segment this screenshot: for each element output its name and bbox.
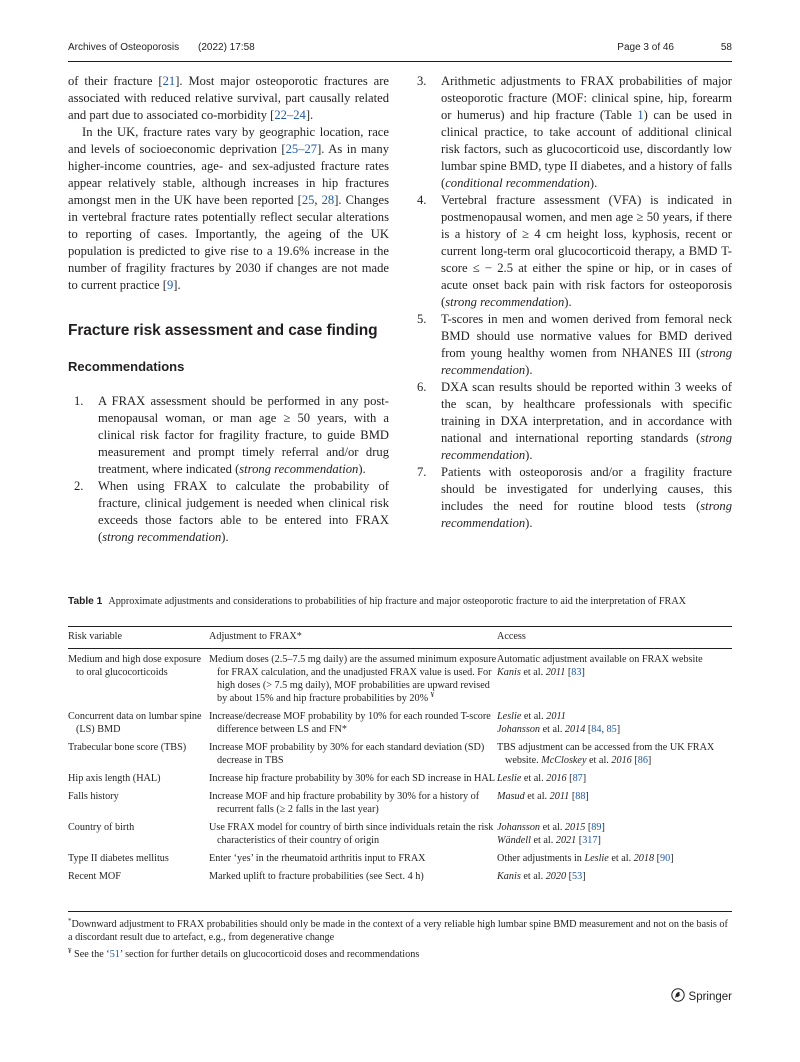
author-name: Leslie <box>497 711 522 722</box>
table-caption <box>68 595 732 608</box>
cell-text: [ <box>569 791 576 802</box>
table-row <box>68 653 732 710</box>
access-cell <box>497 790 732 821</box>
citation-link[interactable]: 90 <box>660 853 671 864</box>
text-run: In the UK, fracture rates vary by geographic location, race and levels of socioeconomic deprivation [ <box>68 125 389 156</box>
recommendation-item <box>68 478 389 546</box>
text-run: ]. Changes in vertebral fracture rates potentially reflect secular alterations to reporting of cases. Importantly, the ageing of the UK population is predicted to give rise to a 19.6% increase in the number of fragility fractures by 2030 if changes are not made to current practice [ <box>68 193 389 292</box>
publisher-logo <box>671 988 732 1005</box>
article-citation: (2022) 17:58 <box>198 42 255 53</box>
recommendation-grade: strong recommendation <box>441 431 732 462</box>
table-row <box>68 852 732 870</box>
item-number: 2. <box>74 479 84 493</box>
table-row <box>68 821 732 852</box>
table-header-row <box>68 630 732 653</box>
cell-text: [ <box>565 667 572 678</box>
citation-link[interactable]: 22–24 <box>274 108 306 122</box>
citation-link[interactable]: 84 <box>591 724 602 735</box>
page-number: 58 <box>720 42 732 53</box>
year: 2011 <box>546 711 566 722</box>
cell-text: ] <box>647 755 652 766</box>
footnote-text: Downward adjustment to FRAX probabilities should only be made in the context of a very reliable high lumbar spine BMD measurement and not on the basis of a discordant result due to artefact, e.g., from degenerative change <box>68 919 728 943</box>
table-footnote-yen <box>68 948 732 961</box>
cell-text: [ <box>585 822 592 833</box>
citation-link[interactable]: 317 <box>582 835 598 846</box>
section-link[interactable]: 51 <box>109 949 120 960</box>
item-text: Patients with osteoporosis and/or a fragility fracture should be investigated for underlying causes, this includes the need for routine blood tests ( <box>441 465 732 513</box>
adjustment-cell <box>209 653 497 710</box>
cell-text: ] <box>616 724 621 735</box>
citation-link[interactable]: 85 <box>606 724 617 735</box>
cell-text: Medium and high dose exposure to oral glucocorticoids <box>68 654 201 678</box>
recommendation-item <box>411 464 732 532</box>
table-link[interactable]: 1 <box>637 108 644 122</box>
cell-text: Hip axis length (HAL) <box>68 773 161 784</box>
citation-link[interactable]: 86 <box>637 755 648 766</box>
recommendation-grade: strong recommendation <box>239 462 359 476</box>
cell-text: ] <box>581 667 585 678</box>
cell-text: TBS adjustment can be accessed from the UK FRAX website. <box>497 742 715 766</box>
cell-text: et al. <box>530 835 556 846</box>
item-text: T-scores in men and women derived from femoral neck BMD should use normative values for BMD derived from young healthy women from NHANES III ( <box>441 312 732 360</box>
column-header: Adjustment to FRAX* <box>209 631 302 642</box>
adjustment-cell <box>209 710 497 741</box>
cell-text: et al. <box>608 853 634 864</box>
footnote-marker: * <box>68 917 72 925</box>
recommendations-list-left <box>68 393 389 546</box>
recommendation-item <box>68 393 389 478</box>
recommendation-item <box>411 311 732 379</box>
risk-variable-cell <box>68 821 209 852</box>
cell-text: Concurrent data on lumbar spine (LS) BMD <box>68 711 202 735</box>
recommendation-grade: strong recommendation <box>441 346 732 377</box>
recommendation-grade: conditional recommendation <box>445 176 590 190</box>
cell-text: et al. <box>524 791 550 802</box>
cell-text: et al. <box>540 822 565 833</box>
page-of-count: Page 3 of 46 <box>617 42 674 53</box>
access-cell <box>497 741 732 772</box>
cell-text: ] <box>670 853 674 864</box>
text-run: ]. Most major osteoporotic fractures are associated with reduced relative survival, part causally related and part due to associated co-morbidity [ <box>68 74 390 122</box>
citation-link[interactable]: 83 <box>571 667 582 678</box>
item-number: 7. <box>417 465 427 479</box>
footnote-text: ’ section for further details on glucocorticoid doses and recommendations <box>119 949 420 960</box>
recommendation-item <box>411 192 732 311</box>
cell-text: et al. <box>520 667 546 678</box>
text-run: of their fracture [ <box>68 74 163 88</box>
citation-link[interactable]: 53 <box>572 871 583 882</box>
risk-variable-cell <box>68 741 209 772</box>
item-number: 1. <box>74 394 84 408</box>
author-name: Wändell <box>497 835 531 846</box>
item-number: 6. <box>417 380 427 394</box>
cell-text: Enter ‘yes’ in the rheumatoid arthritis input to FRAX <box>209 853 426 864</box>
item-text: ). <box>525 363 533 377</box>
cell-text: ] <box>582 773 587 784</box>
item-text: ) can be used in clinical practice, to take account of additional clinical risk factors, such as glucocorticoid use, discordantly low lumbar spine BMD, type II diabetes, and a history of falls ( <box>441 108 732 190</box>
footnote-marker: ¥ <box>68 947 72 955</box>
item-text: ). <box>221 530 229 544</box>
left-column <box>68 73 389 294</box>
cell-text: , <box>601 724 607 735</box>
table-footnote-asterisk <box>68 918 732 944</box>
citation-link[interactable]: 87 <box>572 773 583 784</box>
journal-name: Archives of Osteoporosis <box>68 42 180 53</box>
text-run: ]. <box>305 108 314 122</box>
cell-text: Increase MOF and hip fracture probability by 30% for a history of recurrent falls (≥ 2 falls in the last year) <box>209 791 480 815</box>
paragraph-uk-fracture-rates <box>68 124 389 294</box>
risk-variable-cell <box>68 653 209 710</box>
cell-text: Automatic adjustment available on FRAX website <box>497 654 703 665</box>
cell-text: [ <box>631 755 638 766</box>
cell-text: [ <box>566 773 573 784</box>
cell-text: [ <box>576 835 583 846</box>
item-text: DXA scan results should be reported within 3 weeks of the scan, by healthcare professionals with specific training in DXA interpretation, and in accordance with national and international reporting standards ( <box>441 380 732 445</box>
column-header: Risk variable <box>68 631 123 642</box>
cell-text: [ <box>566 871 573 882</box>
recommendations-list-right <box>411 73 732 532</box>
table-caption-text: Approximate adjustments and considerations to probabilities of hip fracture and major osteoporotic fracture to aid the interpretation of FRAX <box>108 596 687 607</box>
cell-text: ] <box>585 791 589 802</box>
cell-text: Marked uplift to fracture probabilities (see Sect. 4 h) <box>209 871 424 882</box>
cell-text: Increase hip fracture probability by 30% for each SD increase in HAL <box>209 773 495 784</box>
footnote-marker: ¥ <box>430 691 435 699</box>
risk-variable-cell <box>68 852 209 870</box>
column-header: Access <box>497 631 526 642</box>
recommendation-item <box>411 379 732 464</box>
citation-link[interactable]: 21 <box>162 74 176 88</box>
item-text: Arithmetic adjustments to FRAX probabilities of major osteoporotic fracture (MOF: clinical spine, hip, forearm or humerus) and hip fracture (Table <box>441 74 732 122</box>
year: 2016 <box>611 755 632 766</box>
citation-link[interactable]: 28 <box>321 193 335 207</box>
item-text: A FRAX assessment should be performed in any post-menopausal woman, or man age ≥ 50 years, with a clinical risk factor for fragility fracture, to guide BMD measurement and prompt timely referral and/or drug treatment, where indicated ( <box>98 394 389 476</box>
year: 2016 <box>546 773 567 784</box>
author-name: Kanis <box>497 871 521 882</box>
cell-text: Medium doses (2.5–7.5 mg daily) are the assumed minimum exposure for FRAX calculation, and the unadjusted FRAX value is used. For high doses (> 7.5 mg daily), MOF probabilities are upward revised by about 15% and hip fracture probabilities by 20% <box>209 654 497 704</box>
cell-text: ] <box>597 835 601 846</box>
citation-link[interactable]: 25 <box>301 193 315 207</box>
publisher-name: Springer <box>688 990 732 1003</box>
item-text: ). <box>525 516 533 530</box>
risk-variable-cell <box>68 710 209 741</box>
adjustment-cell <box>209 790 497 821</box>
table-row <box>68 790 732 821</box>
text-run: ]. As in many higher-income countries, age- and sex-adjusted fracture rates appear relatively stable, although increases in hip fractures amongst men in the UK have been reported [ <box>68 142 389 207</box>
cell-text: [ <box>654 853 661 864</box>
running-header <box>68 42 732 56</box>
access-cell <box>497 870 732 888</box>
cell-text: et al. <box>586 755 612 766</box>
table-label: Table 1 <box>68 596 103 607</box>
item-text: When using FRAX to calculate the probability of fracture, clinical judgement is needed when clinical risk exceeds those factors able to be entered into FRAX ( <box>98 479 389 544</box>
item-text: ). <box>358 462 366 476</box>
recommendation-grade: strong recommendation <box>102 530 222 544</box>
risk-variable-cell <box>68 772 209 790</box>
footnote-text: See the ‘ <box>74 949 110 960</box>
year: 2021 <box>555 835 577 846</box>
year: 2018 <box>633 853 655 864</box>
header-rule <box>68 61 732 62</box>
cell-text: et al. <box>520 871 546 882</box>
access-cell <box>497 772 732 790</box>
year: 2020 <box>545 871 567 882</box>
table-row <box>68 710 732 741</box>
author-name: Kanis <box>497 667 521 678</box>
table-row <box>68 870 732 888</box>
cell-text: et al. <box>540 724 565 735</box>
author-name: Leslie <box>497 773 522 784</box>
adjustment-cell <box>209 852 497 870</box>
year: 2011 <box>549 791 570 802</box>
citation-link[interactable]: 89 <box>591 822 602 833</box>
cell-text: [ <box>585 724 592 735</box>
item-text: ). <box>589 176 598 190</box>
adjustment-cell <box>209 821 497 852</box>
cell-text: Trabecular bone score (TBS) <box>68 742 187 753</box>
item-text: ). <box>564 295 572 309</box>
paragraph-fracture-survival <box>68 73 389 124</box>
recommendation-grade: strong recommendation <box>441 499 732 530</box>
access-cell <box>497 710 732 741</box>
access-cell <box>497 653 732 710</box>
text-run: , <box>314 193 322 207</box>
cell-text: et al. <box>521 773 547 784</box>
cell-text: Country of birth <box>68 822 135 833</box>
risk-variable-cell <box>68 870 209 888</box>
cell-text: Recent MOF <box>68 871 121 882</box>
item-text: Vertebral fracture assessment (VFA) is indicated in postmenopausal women, and men age ≥ 50 years, if there is a history of ≥ 4 cm height loss, kyphosis, recent or current long-term oral glucocorticoid therapy, a BMD T-score ≤ − 2.5 at either the spine or hip, or in cases of acute onset back pain with risk factors for osteoporosis ( <box>441 193 732 309</box>
item-number: 5. <box>417 312 427 326</box>
cell-text: ] <box>601 822 605 833</box>
author-name: Masud <box>497 791 525 802</box>
text-run: ]. <box>173 278 181 292</box>
table-row <box>68 741 732 772</box>
table-top-rule <box>68 626 732 627</box>
citation-link[interactable]: 88 <box>575 791 586 802</box>
cell-text: Increase MOF probability by 30% for each standard deviation (SD) decrease in TBS <box>209 742 485 766</box>
cell-text: Increase/decrease MOF probability by 10% for each rounded T-score difference between LS and FN* <box>209 711 491 735</box>
item-text: ). <box>525 448 533 462</box>
author-name: McCloskey <box>541 755 587 766</box>
table-row <box>68 772 732 790</box>
cell-text: Type II diabetes mellitus <box>68 853 169 864</box>
citation-link[interactable]: 9 <box>166 278 174 292</box>
citation-link[interactable]: 25–27 <box>285 142 318 156</box>
cell-text: ] <box>582 871 586 882</box>
year: 2015 <box>564 822 586 833</box>
cell-text: Other adjustments in <box>497 853 585 864</box>
recommendation-item <box>411 73 732 192</box>
adjustment-cell <box>209 741 497 772</box>
frax-adjustment-table <box>68 630 732 888</box>
recommendation-grade: strong recommendation <box>445 295 565 309</box>
section-heading: Fracture risk assessment and case finding <box>68 322 378 339</box>
table-bottom-rule <box>68 911 732 912</box>
adjustment-cell <box>209 772 497 790</box>
cell-text: et al. <box>521 711 547 722</box>
cell-text: Use FRAX model for country of birth since individuals retain the risk characteristics of their country of origin <box>209 822 494 846</box>
author-name: Leslie <box>584 853 609 864</box>
item-number: 3. <box>417 74 427 88</box>
springer-horse-icon <box>671 988 685 1005</box>
access-cell <box>497 821 732 852</box>
adjustment-cell <box>209 870 497 888</box>
subsection-heading: Recommendations <box>68 359 185 374</box>
author-name: Johansson <box>497 822 541 833</box>
author-name: Johansson <box>497 724 541 735</box>
item-number: 4. <box>417 193 427 207</box>
year: 2014 <box>564 724 586 735</box>
risk-variable-cell <box>68 790 209 821</box>
access-cell <box>497 852 732 870</box>
cell-text: Falls history <box>68 791 119 802</box>
year: 2011 <box>545 667 566 678</box>
